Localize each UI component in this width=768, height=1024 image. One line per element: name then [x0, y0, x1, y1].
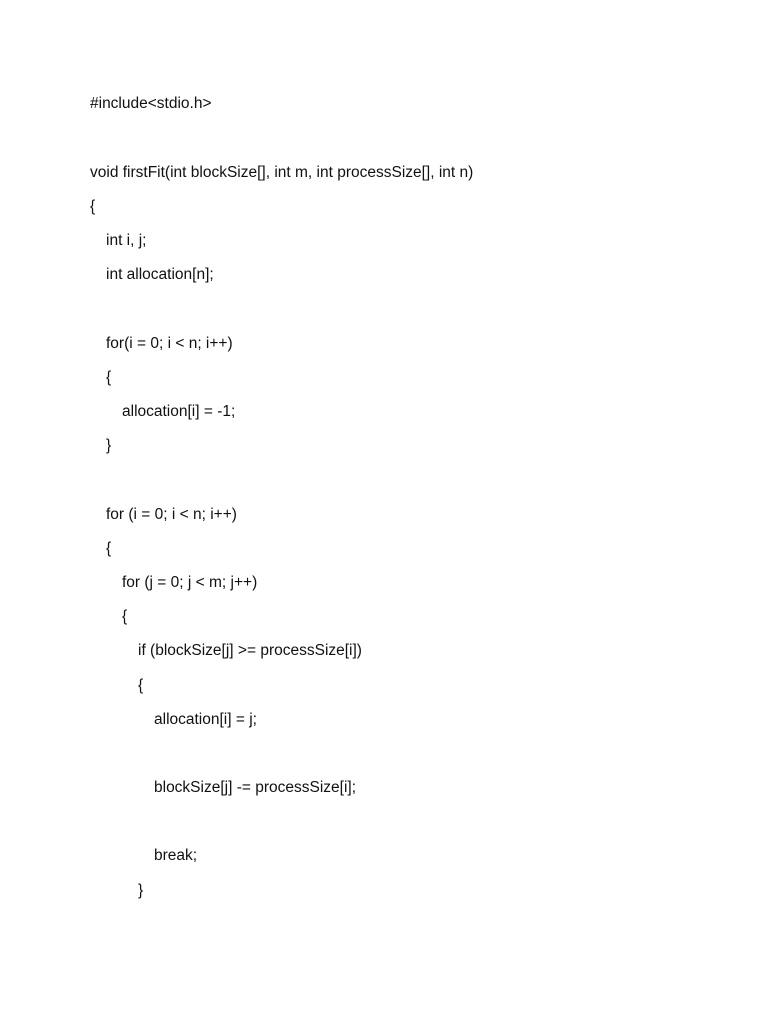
- code-line-init-loop: for(i = 0; i < n; i++): [106, 335, 233, 352]
- code-line-if-close: }: [138, 882, 144, 899]
- code-line-if-open: {: [138, 677, 144, 694]
- code-line-init-assign: allocation[i] = -1;: [122, 403, 236, 420]
- code-line-open-brace: {: [90, 198, 96, 215]
- code-line-init-loop-close: }: [106, 437, 112, 454]
- code-line-outer-loop-open: {: [106, 540, 112, 557]
- code-line-init-loop-open: {: [106, 369, 112, 386]
- code-line-inner-loop: for (j = 0; j < m; j++): [122, 574, 258, 591]
- code-line-if-condition: if (blockSize[j] >= processSize[i]): [138, 642, 362, 659]
- code-line-declare-allocation: int allocation[n];: [106, 266, 214, 283]
- code-line-declare-ij: int i, j;: [106, 232, 147, 249]
- code-line-break: break;: [154, 847, 198, 864]
- code-line-reduce-block: blockSize[j] -= processSize[i];: [154, 779, 357, 796]
- code-line-function-signature: void firstFit(int blockSize[], int m, int processSize[], int n): [90, 164, 474, 181]
- code-line-inner-loop-open: {: [122, 608, 128, 625]
- code-line-include: #include<stdio.h>: [90, 95, 212, 112]
- code-line-outer-loop: for (i = 0; i < n; i++): [106, 506, 237, 523]
- code-line-allocate: allocation[i] = j;: [154, 711, 257, 728]
